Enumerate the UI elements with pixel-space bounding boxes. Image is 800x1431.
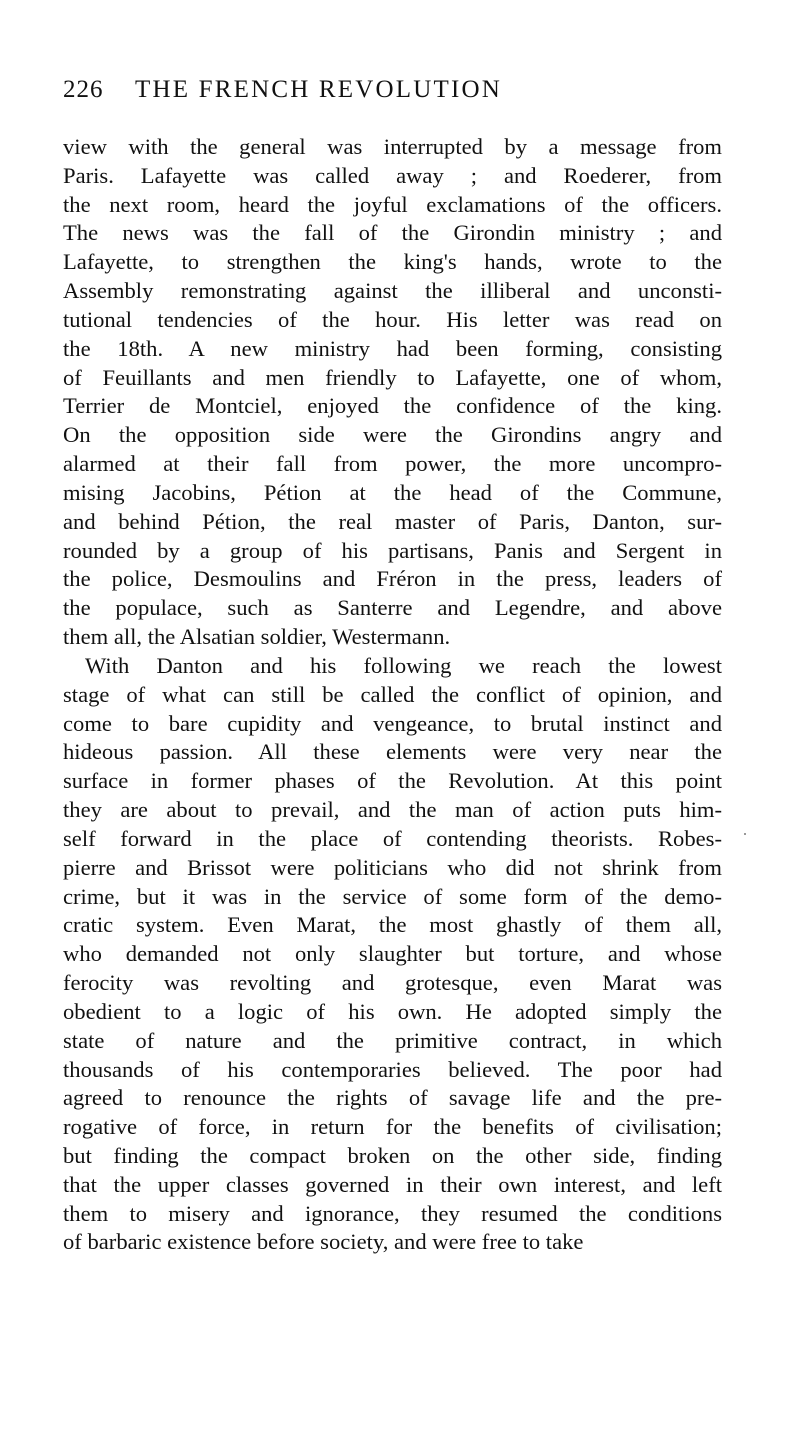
text-line: The news was the fall of the Girondin ministry ; and [63, 220, 722, 246]
text-line: but finding the compact broken on the other side, finding [63, 1142, 722, 1168]
text-line: view with the general was interrupted by a message from [63, 134, 722, 159]
page-number: 226 [63, 76, 104, 103]
text-line: the populace, such as Santerre and Legendre, and above [63, 595, 722, 621]
text-line: and behind Pétion, the real master of Paris, Danton, sur- [63, 508, 722, 534]
page-header [63, 76, 723, 110]
text-line: self forward in the place of contending theorists. Robes- [63, 825, 722, 851]
text-line: Assembly remonstrating against the illiberal and unconsti- [63, 278, 722, 304]
text-line: rogative of force, in return for the benefits of civilisation; [63, 1114, 722, 1140]
text-line: agreed to renounce the rights of savage life and the pre- [63, 1085, 722, 1111]
text-line: the 18th. A new ministry had been forming, consisting [63, 335, 722, 361]
text-line: thousands of his contemporaries believed. The poor had [63, 1056, 722, 1082]
text-line: them all, the Alsatian soldier, Westermann. [63, 624, 451, 650]
text-line: ferocity was revolting and grotesque, even Marat was [63, 970, 722, 996]
text-line: alarmed at their fall from power, the more uncompro- [63, 451, 722, 477]
text-line: pierre and Brissot were politicians who did not shrink from [63, 854, 722, 880]
text-line: On the opposition side were the Girondins angry and [63, 422, 722, 448]
scan-speck [744, 833, 746, 835]
text-line: the police, Desmoulins and Fréron in the press, leaders of [63, 566, 722, 592]
text-line: cratic system. Even Marat, the most ghastly of them all, [63, 912, 722, 938]
running-title: THE FRENCH REVOLUTION [135, 76, 503, 103]
text-line: stage of what can still be called the conflict of opinion, and [63, 681, 722, 707]
text-line: them to misery and ignorance, they resumed the conditions [63, 1200, 722, 1226]
text-line: that the upper classes governed in their own interest, and left [63, 1171, 722, 1197]
text-line: tutional tendencies of the hour. His letter was read on [63, 306, 722, 332]
text-line: rounded by a group of his partisans, Panis and Sergent in [63, 537, 722, 563]
text-line: Terrier de Montciel, enjoyed the confidence of the king. [63, 393, 722, 419]
text-line: of barbaric existence before society, and were free to take [63, 1229, 584, 1255]
text-line: Lafayette, to strengthen the king's hands, wrote to the [63, 249, 722, 275]
text-line: come to bare cupidity and vengeance, to brutal instinct and [63, 710, 722, 736]
text-line: hideous passion. All these elements were very near the [63, 739, 722, 765]
text-line: of Feuillants and men friendly to Lafayette, one of whom, [63, 364, 722, 390]
text-line: With Danton and his following we reach the lowest [85, 652, 722, 678]
text-line: the next room, heard the joyful exclamations of the officers. [63, 191, 722, 217]
text-line: state of nature and the primitive contract, in which [63, 1027, 722, 1053]
text-line: who demanded not only slaughter but torture, and whose [63, 941, 722, 967]
text-line: surface in former phases of the Revolution. At this point [63, 768, 722, 794]
text-line: they are about to prevail, and the man of action puts him- [63, 797, 722, 823]
text-line: Paris. Lafayette was called away ; and Roederer, from [63, 162, 722, 188]
text-line: crime, but it was in the service of some form of the demo- [63, 883, 722, 909]
text-line: mising Jacobins, Pétion at the head of the Commune, [63, 479, 722, 505]
body-text [63, 133, 722, 1257]
text-line: obedient to a logic of his own. He adopted simply the [63, 998, 722, 1024]
